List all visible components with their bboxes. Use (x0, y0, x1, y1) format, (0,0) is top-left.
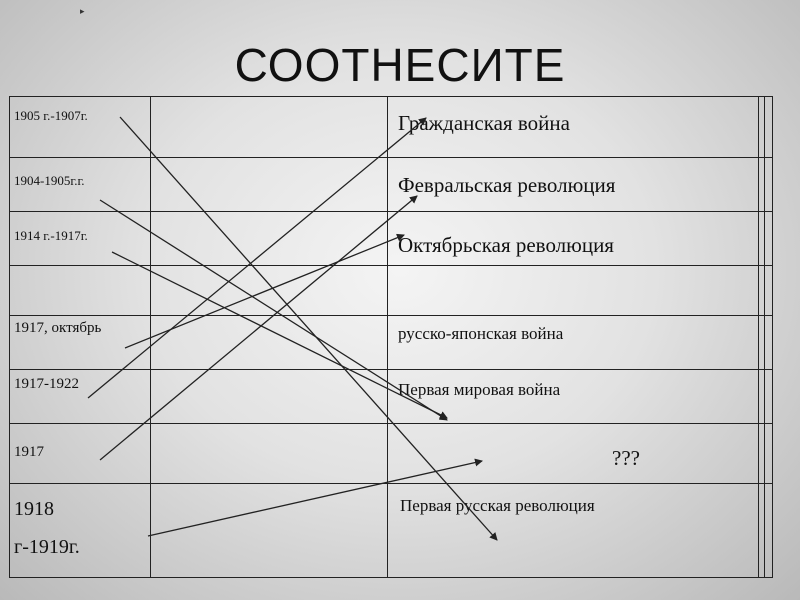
event-cell: Первая русская революция (400, 496, 595, 515)
date-cell: г-1919г. (14, 536, 80, 558)
date-cell: 1918 (14, 498, 54, 520)
event-cell: Первая мировая война (398, 380, 561, 399)
date-cell: 1904-1905г.г. (14, 173, 85, 188)
row-divider (10, 211, 772, 212)
page-title: СООТНЕСИТЕ (234, 39, 566, 91)
row-divider (10, 369, 772, 370)
date-cell: 1917-1922 (14, 376, 79, 392)
column-divider (758, 97, 759, 577)
date-cell: 1917, октябрь (14, 320, 102, 336)
row-divider (10, 483, 772, 484)
date-cell: 1914 г.-1917г. (14, 228, 88, 243)
bullet-marker: ▸ (80, 6, 85, 16)
date-cell: 1905 г.-1907г. (14, 108, 88, 123)
column-divider (387, 97, 388, 577)
event-cell: ??? (612, 446, 640, 470)
event-cell: русско-японская война (398, 324, 564, 343)
column-divider (150, 97, 151, 577)
column-divider (764, 97, 765, 577)
event-cell: Гражданская война (398, 111, 570, 135)
row-divider (10, 265, 772, 266)
matching-table (9, 96, 773, 578)
row-divider (10, 157, 772, 158)
row-divider (10, 315, 772, 316)
event-cell: Октябрьская революция (398, 233, 614, 257)
event-cell: Февральская революция (398, 173, 616, 197)
row-divider (10, 423, 772, 424)
date-cell: 1917 (14, 444, 44, 460)
